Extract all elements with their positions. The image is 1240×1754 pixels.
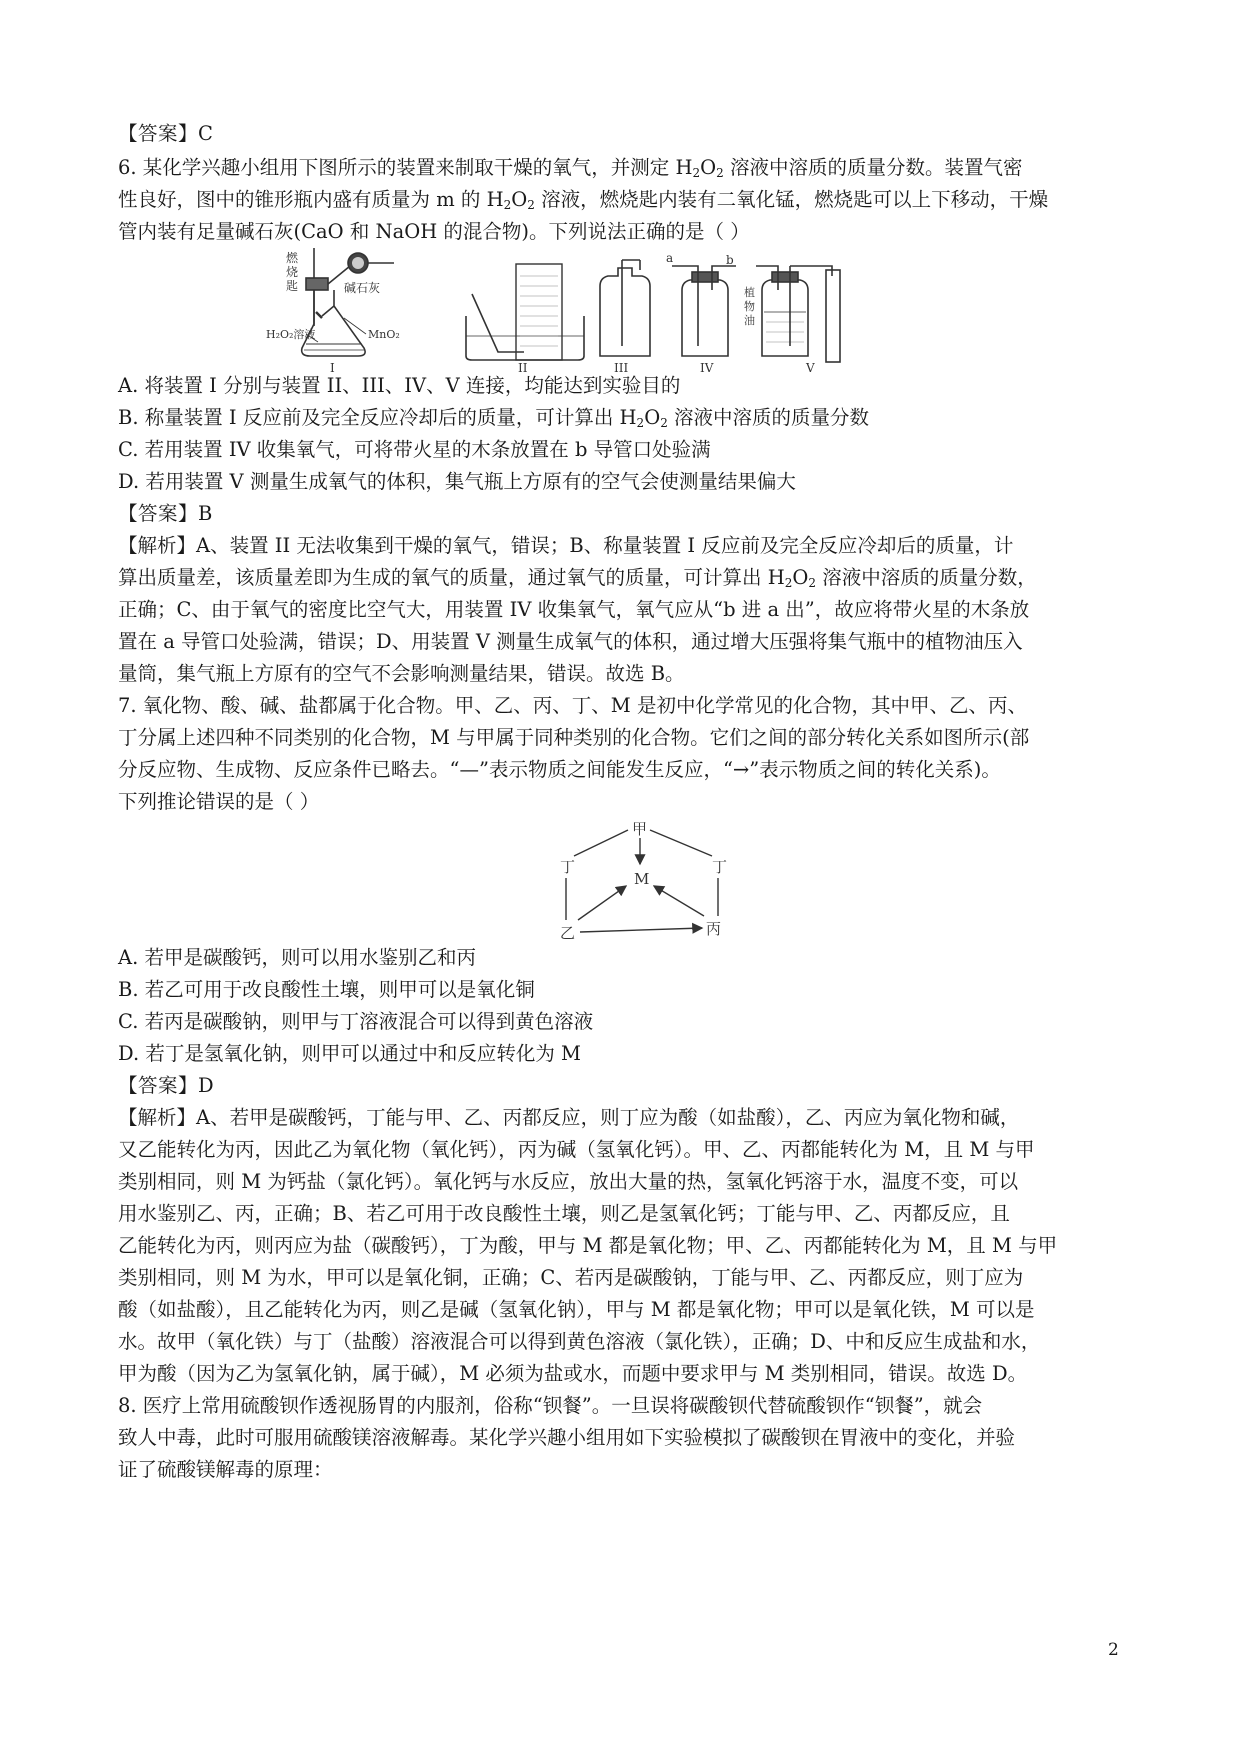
apparatus-iii [600,260,650,375]
q6-stem-line-3: 管内装有足量碱石灰(CaO 和 NaOH 的混合物)。下列说法正确的是（ ） [118,220,750,243]
q7-analysis-line-1: 【解析】A、若甲是碳酸钙，丁能与甲、乙、丙都反应，则丁应为酸（如盐酸），乙、丙应为氧化物和碱， [118,1106,1020,1129]
svg-text:碱石灰: 碱石灰 [344,281,381,295]
node-jia: 甲 [632,820,648,838]
q8-stem-line-2: 致人中毒，此时可服用硫酸镁溶液解毒。某化学兴趣小组用如下实验模拟了碳酸钡在胃液中的变化，并验 [118,1426,1016,1449]
node-ding-right: 丁 [712,858,728,876]
q6-option-d: D. 若用装置 V 测量生成氧气的体积，集气瓶上方原有的空气会使测量结果偏大 [118,470,796,493]
q7-relation-diagram [554,816,730,942]
q6-analysis-line-4: 置在 a 导管口处验满，错误；D、用装置 V 测量生成氧气的体积，通过增大压强将集气瓶中的植物油压入 [118,630,1023,653]
apparatus-iv [666,251,736,375]
q6-analysis-line-3: 正确；C、由于氧气的密度比空气大，用装置 IV 收集氧气，氧气应从“b 进 a 出”，故应将带火星的木条放 [118,598,1030,621]
svg-text:烧: 烧 [286,265,299,279]
svg-text:燃: 燃 [286,251,299,265]
q6-answer: 【答案】B [118,502,213,525]
q7-answer: 【答案】D [118,1074,215,1097]
q5-answer: 【答案】C [118,122,214,145]
q7-analysis-line-9: 甲为酸（因为乙为氢氧化钠，属于碱），M 必须为盐或水，而题中要求甲与 M 类别相同，错误。故选 D。 [118,1362,1028,1385]
apparatus-v [744,266,840,375]
page-number: 2 [1108,1640,1119,1660]
q7-analysis-line-5: 乙能转化为丙，则丙应为盐（碳酸钙），丁为酸，甲与 M 都是氧化物；甲、乙、丙都能转化为 M，且 M 与甲 [118,1234,1058,1257]
svg-text:II: II [518,361,528,375]
q6-stem-line-1: 6. 某化学兴趣小组用下图所示的装置来制取干燥的氧气，并测定 $H_2O_2$ 溶液中溶质的质量分数。装置气密 [118,156,1023,180]
svg-text:V: V [806,361,815,375]
q6-analysis-line-1: 【解析】A、装置 II 无法收集到干燥的氧气，错误；B、称量装置 I 反应前及完全反应冷却后的质量，计 [118,534,1014,557]
svg-text:I: I [330,361,335,375]
q7-option-b: B. 若乙可用于改良酸性土壤，则甲可以是氧化铜 [118,978,535,1001]
node-yi: 乙 [560,924,576,942]
q6-stem-line-2: 性良好，图中的锥形瓶内盛有质量为 m 的 $H_2O_2$ 溶液，燃烧匙内装有二氧化锰，燃烧匙可以上下移动，干燥 [118,188,1049,212]
node-m: M [634,870,650,888]
svg-text:a: a [666,251,674,265]
q8-stem-line-3: 证了硫酸镁解毒的原理： [118,1458,333,1481]
svg-text:III: III [614,361,629,375]
q7-stem-line-2: 丁分属上述四种不同类别的化合物，M 与甲属于同种类别的化合物。它们之间的部分转化关系如图所示(部 [118,726,1030,749]
svg-text:物: 物 [744,300,755,313]
svg-text:b: b [726,253,734,267]
q7-option-a: A. 若甲是碳酸钙，则可以用水鉴别乙和丙 [118,946,476,969]
q7-stem-line-3: 分反应物、生成物、反应条件已略去。“—”表示物质之间能发生反应，“→”表示物质之间的转化关系)。 [118,758,1001,781]
apparatus-i [266,248,400,375]
svg-text:H₂O₂溶液: H₂O₂溶液 [266,328,316,341]
h2o2-formula: $H_2O_2$ [675,156,724,180]
node-bing: 丙 [706,920,722,938]
q7-option-d: D. 若丁是氢氧化钠，则甲可以通过中和反应转化为 M [118,1042,582,1065]
svg-text:IV: IV [700,361,714,375]
q6-analysis-line-5: 量筒，集气瓶上方原有的空气不会影响测量结果，错误。故选 B。 [118,662,685,685]
q7-stem-line-4: 下列推论错误的是（ ） [118,790,320,813]
q7-analysis-line-7: 酸（如盐酸），且乙能转化为丙，则乙是碱（氢氧化钠），甲与 M 都是氧化物；甲可以是氧化铁，M 可以是 [118,1298,1035,1321]
svg-text:植: 植 [744,286,755,299]
apparatus-ii [466,264,584,375]
q6-option-c: C. 若用装置 IV 收集氧气，可将带火星的木条放置在 b 导管口处验满 [118,438,711,461]
q7-analysis-line-8: 水。故甲（氧化铁）与丁（盐酸）溶液混合可以得到黄色溶液（氯化铁），正确；D、中和反应生成盐和水， [118,1330,1041,1353]
q6-apparatus-figure [266,246,846,376]
svg-text:MnO₂: MnO₂ [368,328,400,341]
svg-text:匙: 匙 [286,279,299,293]
q7-analysis-line-6: 类别相同，则 M 为水，甲可以是氧化铜，正确；C、若丙是碳酸钠，丁能与甲、乙、丙都反应，则丁应为 [118,1266,1024,1289]
node-ding-left: 丁 [560,858,576,876]
q6-option-b: B. 称量装置 I 反应前及完全反应冷却后的质量，可计算出 $H_2O_2$ 溶液中溶质的质量分数 [118,406,870,430]
q7-option-c: C. 若丙是碳酸钠，则甲与丁溶液混合可以得到黄色溶液 [118,1010,594,1033]
q7-analysis-line-2: 又乙能转化为丙，因此乙为氧化物（氧化钙），丙为碱（氢氧化钙）。甲、乙、丙都能转化为 M，且 M 与甲 [118,1138,1035,1161]
q6-option-a: A. 将装置 I 分别与装置 II、III、IV、V 连接，均能达到实验目的 [118,374,681,397]
q7-analysis-line-3: 类别相同，则 M 为钙盐（氯化钙）。氧化钙与水反应，放出大量的热，氢氧化钙溶于水，温度不变，可以 [118,1170,1019,1193]
q8-stem-line-1: 8. 医疗上常用硫酸钡作透视肠胃的内服剂，俗称“钡餐”。一旦误将碳酸钡代替硫酸钡作“钡餐”，就会 [118,1394,983,1417]
q7-stem-line-1: 7. 氧化物、酸、碱、盐都属于化合物。甲、乙、丙、丁、M 是初中化学常见的化合物，其中甲、乙、丙、 [118,694,1027,717]
svg-text:油: 油 [744,314,755,327]
q7-analysis-line-4: 用水鉴别乙、丙，正确；B、若乙可用于改良酸性土壤，则乙是氢氧化钙；丁能与甲、乙、丙都反应，且 [118,1202,1010,1225]
q6-analysis-line-2: 算出质量差，该质量差即为生成的氧气的质量，通过氧气的质量，可计算出 $H_2O_2$ 溶液中溶质的质量分数， [118,566,1037,590]
